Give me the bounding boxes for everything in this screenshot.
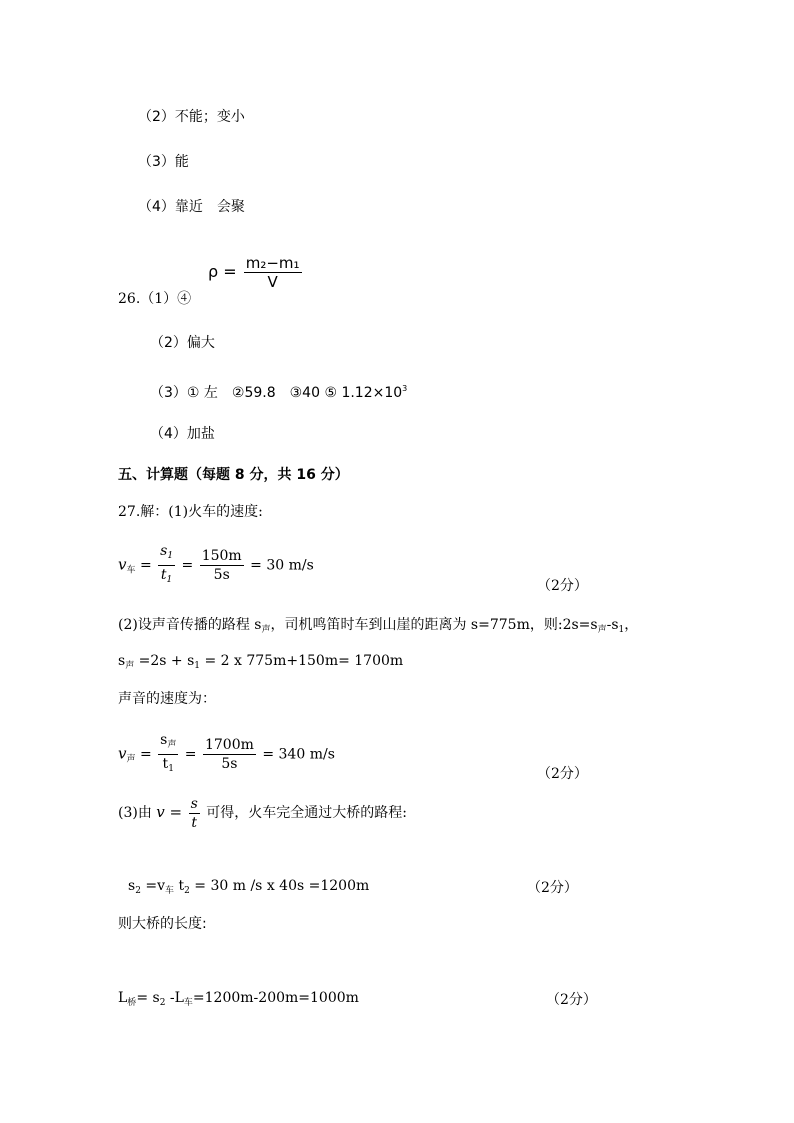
section-title: 五、计算题（每题 8 分，共 16 分） xyxy=(118,467,349,483)
q27-part2-line1: (2)设声音传播的路程 $s_声$，司机鸣笛时车到山崖的距离为 s=775m，则$:2s=s_声-s_1$， xyxy=(118,617,639,635)
bridge-length-label: 则大桥的长度: xyxy=(118,916,207,932)
q26-part2: （2）偏大 xyxy=(150,335,215,351)
q27-intro: 27.解：(1)火车的速度: xyxy=(118,504,263,520)
density-numerator: m₂−m₁ xyxy=(245,254,300,272)
score-1: （2分） xyxy=(537,578,588,594)
sound-speed-equation: $v_声$ = $\frac{s_声}{t_1}$ = $\frac{1700m}{5s}$ = 340 m/s xyxy=(118,732,335,774)
q27-part3-line: (3)由 v = $\frac{s}{t}$ 可得，火车完全通过大桥的路程: xyxy=(118,795,407,831)
score-3: （2分） xyxy=(527,880,578,896)
density-formula: ρ = $\frac{\text{m₂−m₁}}{V}$ xyxy=(208,254,300,291)
q25-part4: （4）靠近 会聚 xyxy=(138,199,245,215)
density-fraction xyxy=(244,254,302,291)
rho-symbol: ρ xyxy=(208,262,219,281)
score-2: （2分） xyxy=(537,766,588,782)
train-speed-equation: $v_车$ = $\frac{s_1}{t_1}$ = $\frac{150m}{5s}$ = 30 m/s xyxy=(118,543,314,585)
q25-part2: （2）不能；变小 xyxy=(138,109,245,125)
q26-part4: （4）加盐 xyxy=(150,426,215,442)
bridge-distance-equation: $s_2 =v_车$ $t_2 = 30$ m /s x 40s =1200m xyxy=(128,878,370,896)
bridge-length-equation: $L_桥= s_2$ $-L_车=1200m-200m=1000m$ xyxy=(118,990,359,1008)
sound-speed-label: 声音的速度为： xyxy=(118,691,216,707)
density-denominator: V xyxy=(267,273,278,291)
q25-part3: （3）能 xyxy=(138,154,189,170)
score-4: （2分） xyxy=(546,992,597,1008)
q27-part2-line2: $s_声 =2s + s_1 = 2$ x 775m+150m= 1700m xyxy=(118,653,404,671)
q26-part3: （3）① 左 ②59.8 ③40 ⑤ $1.12\times 10^3$ xyxy=(150,384,408,401)
q26-part1: 26.（1）④ xyxy=(118,291,192,307)
